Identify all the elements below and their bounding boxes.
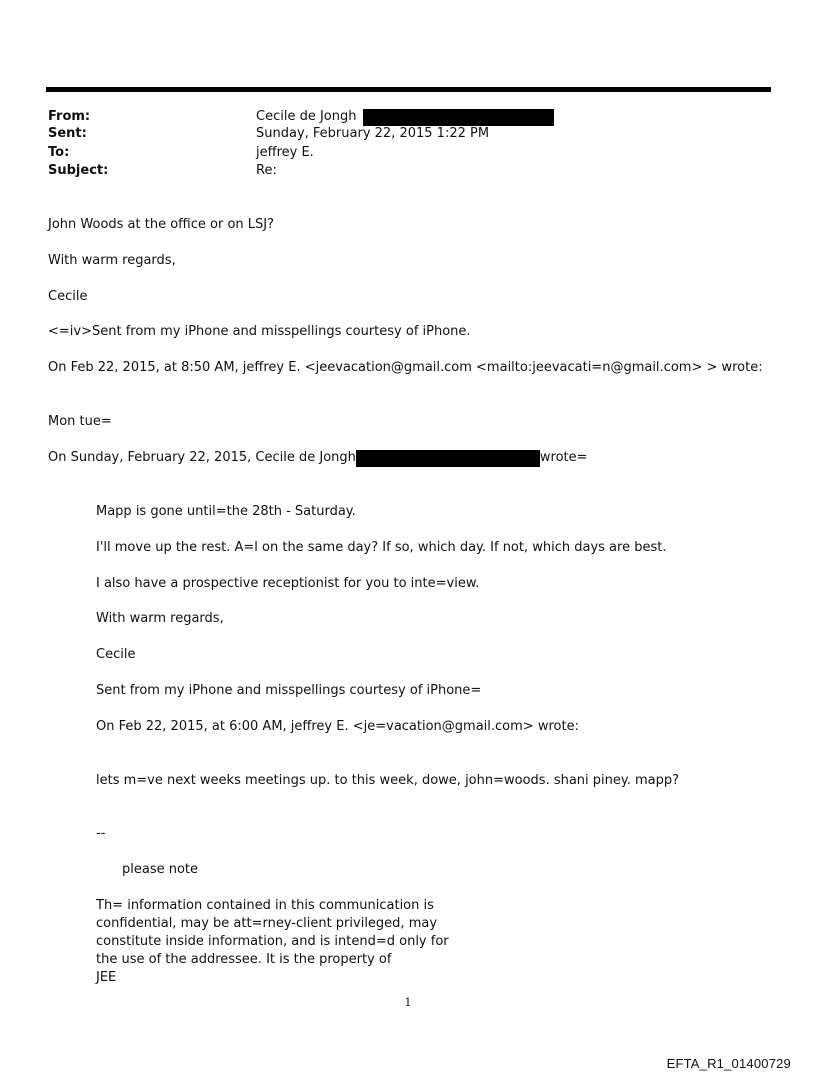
- redaction-bar: [356, 450, 540, 467]
- quoted-line-4: With warm regards,: [96, 611, 224, 626]
- body-line-7: [48, 450, 588, 467]
- quoted-line-5: Cecile: [96, 647, 136, 662]
- quoted-line-10: please note: [122, 862, 199, 877]
- sent-value: Sunday, February 22, 2015 1:22 PM: [256, 126, 490, 141]
- quoted-line-3: I also have a prospective receptionist for you to inte=view.: [96, 576, 480, 591]
- header-rule: [46, 87, 771, 92]
- quoted-line-6: Sent from my iPhone and misspellings courtesy of iPhone=: [96, 683, 482, 698]
- body-line-6: Mon tue=: [48, 414, 112, 429]
- quoted-line-7: On Feb 22, 2015, at 6:00 AM, jeffrey E. <je=vacation@gmail.com> wrote:: [96, 719, 579, 734]
- disclaimer-line-3: constitute inside information, and is intend=d only for: [96, 934, 449, 949]
- body-line-7-suffix: wrote=: [539, 450, 588, 465]
- body-line-7-prefix: On Sunday, February 22, 2015, Cecile de Jongh: [48, 450, 356, 465]
- redaction-bar: [363, 109, 554, 126]
- body-line-5: On Feb 22, 2015, at 8:50 AM, jeffrey E. <jeevacation@gmail.com <mailto:jeevacati=n@gmail.com> > wrote:: [48, 360, 763, 375]
- disclaimer-line-1: Th= information contained in this communication is: [96, 898, 434, 913]
- body-line-4: <=iv>Sent from my iPhone and misspellings courtesy of iPhone.: [48, 324, 471, 339]
- quoted-line-8: lets m=ve next weeks meetings up. to this week, dowe, john=woods. shani piney. mapp?: [96, 773, 680, 788]
- sent-label: Sent:: [48, 126, 87, 141]
- subject-value: Re:: [256, 163, 277, 178]
- body-line-3: Cecile: [48, 289, 88, 304]
- disclaimer-line-2: confidential, may be att=rney-client privileged, may: [96, 916, 438, 931]
- disclaimer-line-5: JEE: [96, 970, 117, 985]
- subject-label: Subject:: [48, 163, 109, 178]
- bates-number: EFTA_R1_01400729: [666, 1056, 791, 1071]
- from-value: [256, 109, 554, 126]
- from-name: Cecile de Jongh: [256, 109, 357, 124]
- quoted-line-9: --: [96, 826, 106, 841]
- body-line-1: John Woods at the office or on LSJ?: [48, 217, 275, 232]
- from-label: From:: [48, 109, 91, 124]
- to-label: To:: [48, 145, 70, 160]
- quoted-line-1: Mapp is gone until=the 28th - Saturday.: [96, 504, 356, 519]
- disclaimer-line-4: the use of the addressee. It is the property of: [96, 952, 392, 967]
- body-line-2: With warm regards,: [48, 253, 176, 268]
- to-value: jeffrey E.: [256, 145, 314, 160]
- quoted-line-2: I'll move up the rest. A=l on the same day? If so, which day. If not, which days are best.: [96, 540, 667, 555]
- page-number: 1: [404, 996, 412, 1009]
